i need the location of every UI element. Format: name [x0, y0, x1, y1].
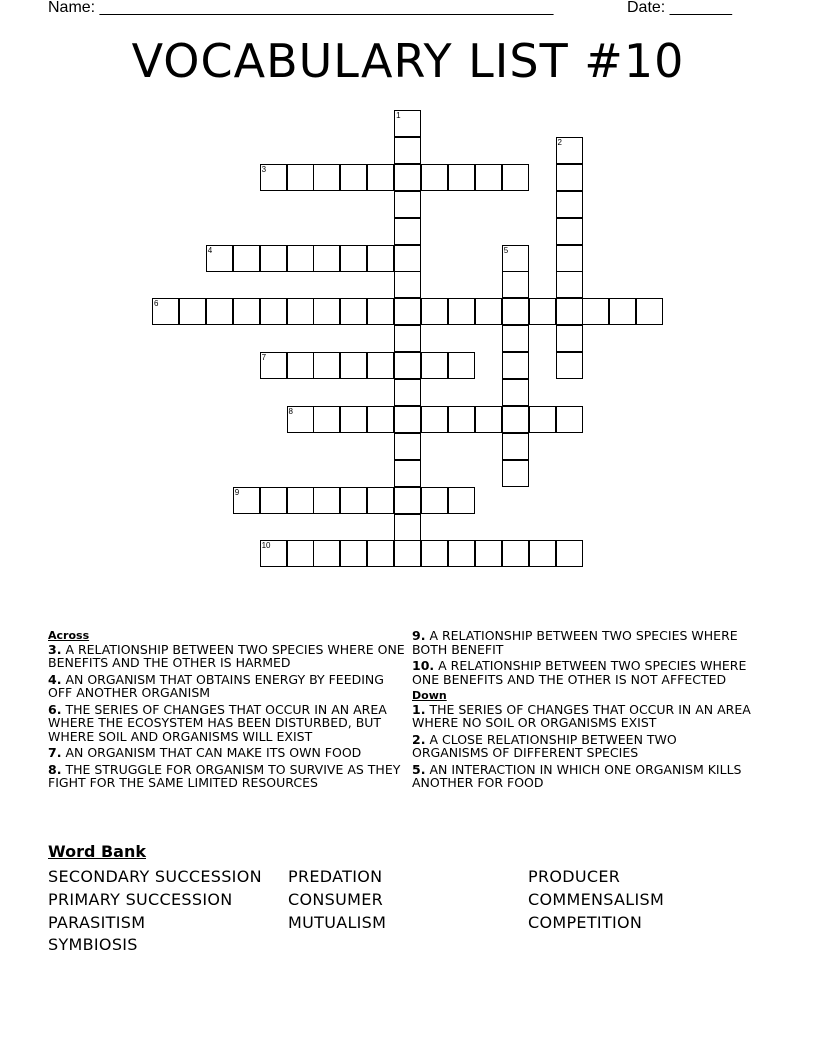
crossword-cell[interactable] — [313, 487, 340, 514]
page-title: VOCABULARY LIST #10 — [131, 34, 685, 88]
crossword-cell[interactable] — [421, 298, 448, 325]
crossword-cell[interactable] — [233, 298, 260, 325]
crossword-cell[interactable] — [367, 352, 394, 379]
clue-across-8: 8. THE STRUGGLE FOR ORGANISM TO SURVIVE AS THEY FIGHT FOR THE SAME LIMITED RESOURCES — [48, 761, 401, 790]
crossword-cell[interactable] — [340, 487, 367, 514]
crossword-cell[interactable] — [394, 540, 421, 567]
crossword-cell[interactable] — [502, 406, 529, 433]
word-bank-title: Word Bank — [48, 842, 147, 861]
crossword-cell[interactable] — [502, 433, 529, 460]
crossword-cell[interactable] — [313, 164, 340, 191]
crossword-cell[interactable] — [394, 514, 421, 541]
clue-number-4: 4 — [207, 245, 213, 255]
crossword-cell[interactable] — [394, 487, 421, 514]
crossword-cell[interactable] — [394, 271, 421, 298]
across-heading: Across — [48, 629, 90, 642]
crossword-cell[interactable] — [475, 164, 502, 191]
date-field-label: Date: _______ — [627, 0, 732, 16]
crossword-cell[interactable] — [313, 540, 340, 567]
crossword-cell[interactable] — [179, 298, 206, 325]
crossword-cell[interactable] — [502, 460, 529, 487]
clue-number-10: 10 — [261, 541, 271, 551]
crossword-cell[interactable] — [636, 298, 663, 325]
crossword-cell[interactable] — [556, 540, 583, 567]
crossword-cell[interactable] — [394, 245, 421, 272]
crossword-cell[interactable] — [367, 245, 394, 272]
crossword-cell[interactable] — [556, 298, 583, 325]
crossword-cell[interactable] — [394, 460, 421, 487]
word-bank-item: CONSUMER — [288, 890, 384, 909]
crossword-cell[interactable] — [287, 298, 314, 325]
crossword-cell[interactable] — [448, 352, 475, 379]
crossword-cell[interactable] — [233, 245, 260, 272]
crossword-cell[interactable] — [556, 406, 583, 433]
crossword-cell[interactable] — [448, 487, 475, 514]
word-bank-item: COMMENSALISM — [528, 890, 665, 909]
crossword-cell[interactable] — [313, 352, 340, 379]
clue-number-3: 3 — [261, 164, 267, 174]
crossword-cell[interactable] — [367, 298, 394, 325]
crossword-cell[interactable] — [502, 325, 529, 352]
crossword-cell[interactable] — [502, 298, 529, 325]
word-bank-item: SECONDARY SUCCESSION — [48, 867, 262, 886]
crossword-cell[interactable] — [394, 433, 421, 460]
crossword-cell[interactable] — [556, 352, 583, 379]
crossword-cell[interactable] — [556, 191, 583, 218]
clue-number-5: 5 — [503, 245, 509, 255]
crossword-cell[interactable] — [421, 164, 448, 191]
crossword-cell[interactable] — [367, 487, 394, 514]
crossword-cell[interactable] — [448, 164, 475, 191]
crossword-cell[interactable] — [556, 271, 583, 298]
crossword-cell[interactable] — [394, 298, 421, 325]
crossword-cell[interactable] — [475, 540, 502, 567]
crossword-cell[interactable] — [394, 164, 421, 191]
crossword-cell[interactable] — [340, 298, 367, 325]
crossword-cell[interactable] — [448, 406, 475, 433]
word-bank-item: MUTUALISM — [288, 913, 387, 932]
clue-number-7: 7 — [261, 353, 267, 363]
crossword-cell[interactable] — [367, 406, 394, 433]
clues-left-column — [48, 629, 408, 793]
crossword-cell[interactable] — [206, 298, 233, 325]
clue-across-7: 7. AN ORGANISM THAT CAN MAKE ITS OWN FOOD — [48, 745, 362, 760]
crossword-cell[interactable] — [502, 540, 529, 567]
crossword-cell[interactable] — [367, 540, 394, 567]
clue-down-5: 5. AN INTERACTION IN WHICH ONE ORGANISM KILLS ANOTHER FOR FOOD — [412, 761, 742, 790]
clue-number-6: 6 — [154, 299, 159, 309]
crossword-cell[interactable] — [421, 487, 448, 514]
word-bank-item: PRIMARY SUCCESSION — [48, 890, 233, 909]
crossword-cell[interactable] — [394, 406, 421, 433]
crossword-cell[interactable] — [582, 298, 609, 325]
crossword-cell[interactable] — [340, 164, 367, 191]
crossword-cell[interactable] — [340, 406, 367, 433]
word-bank-item: PRODUCER — [528, 867, 621, 886]
crossword-cell[interactable] — [502, 379, 529, 406]
crossword-cell[interactable] — [529, 298, 556, 325]
word-bank-item: SYMBIOSIS — [48, 935, 138, 954]
clues-right-column — [412, 629, 757, 793]
crossword-cell[interactable] — [313, 406, 340, 433]
down-heading: Down — [412, 689, 447, 702]
crossword-cell[interactable] — [529, 406, 556, 433]
crossword-cell[interactable] — [287, 540, 314, 567]
crossword-cell[interactable] — [421, 540, 448, 567]
crossword-cell[interactable] — [448, 540, 475, 567]
crossword-cell[interactable] — [556, 218, 583, 245]
crossword-cell[interactable] — [394, 191, 421, 218]
crossword-cell[interactable] — [448, 298, 475, 325]
clue-across-9: 9. A RELATIONSHIP BETWEEN TWO SPECIES WHERE BOTH BENEFIT — [412, 628, 738, 657]
crossword-cell[interactable] — [394, 325, 421, 352]
crossword-cell[interactable] — [556, 325, 583, 352]
crossword-cell[interactable] — [287, 164, 314, 191]
crossword-cell[interactable] — [421, 406, 448, 433]
crossword-cell[interactable] — [287, 352, 314, 379]
crossword-cell[interactable] — [394, 352, 421, 379]
crossword-cell[interactable] — [394, 137, 421, 164]
crossword-cell[interactable] — [421, 352, 448, 379]
crossword-cell[interactable] — [502, 164, 529, 191]
clue-number-9: 9 — [234, 487, 240, 497]
word-bank-item: COMPETITION — [528, 913, 643, 932]
crossword-cell[interactable] — [340, 540, 367, 567]
crossword-cell[interactable] — [502, 271, 529, 298]
clue-across-10: 10. A RELATIONSHIP BETWEEN TWO SPECIES WHERE ONE BENEFITS AND THE OTHER IS NOT AFFECTED — [412, 658, 747, 687]
crossword-cell[interactable] — [502, 352, 529, 379]
crossword-cell[interactable] — [529, 540, 556, 567]
clue-number-2: 2 — [557, 137, 562, 147]
crossword-cell[interactable] — [260, 298, 287, 325]
clue-across-4: 4. AN ORGANISM THAT OBTAINS ENERGY BY FEEDING OFF ANOTHER ORGANISM — [48, 671, 384, 700]
clue-across-3: 3. A RELATIONSHIP BETWEEN TWO SPECIES WHERE ONE BENEFITS AND THE OTHER IS HARMED — [48, 641, 405, 670]
crossword-cell[interactable] — [394, 379, 421, 406]
crossword-cell[interactable] — [475, 298, 502, 325]
clue-down-1: 1. THE SERIES OF CHANGES THAT OCCUR IN AN AREA WHERE NO SOIL OR ORGANISMS EXIST — [412, 701, 751, 730]
word-bank-item: PARASITISM — [48, 913, 146, 932]
crossword-cell[interactable] — [313, 245, 340, 272]
clue-number-1: 1 — [396, 111, 401, 120]
crossword-cell[interactable] — [556, 164, 583, 191]
crossword-cell[interactable] — [609, 298, 636, 325]
crossword-cell[interactable] — [475, 406, 502, 433]
crossword-cell[interactable] — [260, 487, 287, 514]
crossword-cell[interactable] — [287, 245, 314, 272]
crossword-cell[interactable] — [394, 218, 421, 245]
clue-number-8: 8 — [288, 406, 293, 416]
name-field-label: Name: ___________________________________________________ — [48, 0, 554, 16]
crossword-cell[interactable] — [313, 298, 340, 325]
crossword-cell[interactable] — [340, 352, 367, 379]
crossword-cell[interactable] — [556, 245, 583, 272]
crossword-cell[interactable] — [367, 164, 394, 191]
word-bank-item: PREDATION — [288, 867, 383, 886]
crossword-cell[interactable] — [287, 487, 314, 514]
crossword-cell[interactable] — [260, 245, 287, 272]
crossword-cell[interactable] — [340, 245, 367, 272]
clue-down-2: 2. A CLOSE RELATIONSHIP BETWEEN TWO ORGANISMS OF DIFFERENT SPECIES — [412, 731, 677, 760]
clue-across-6: 6. THE SERIES OF CHANGES THAT OCCUR IN AN AREA WHERE THE ECOSYSTEM HAS BEEN DISTURBED, BUT WHERE SOIL AND ORGANISMS WILL EXIST — [48, 701, 387, 744]
